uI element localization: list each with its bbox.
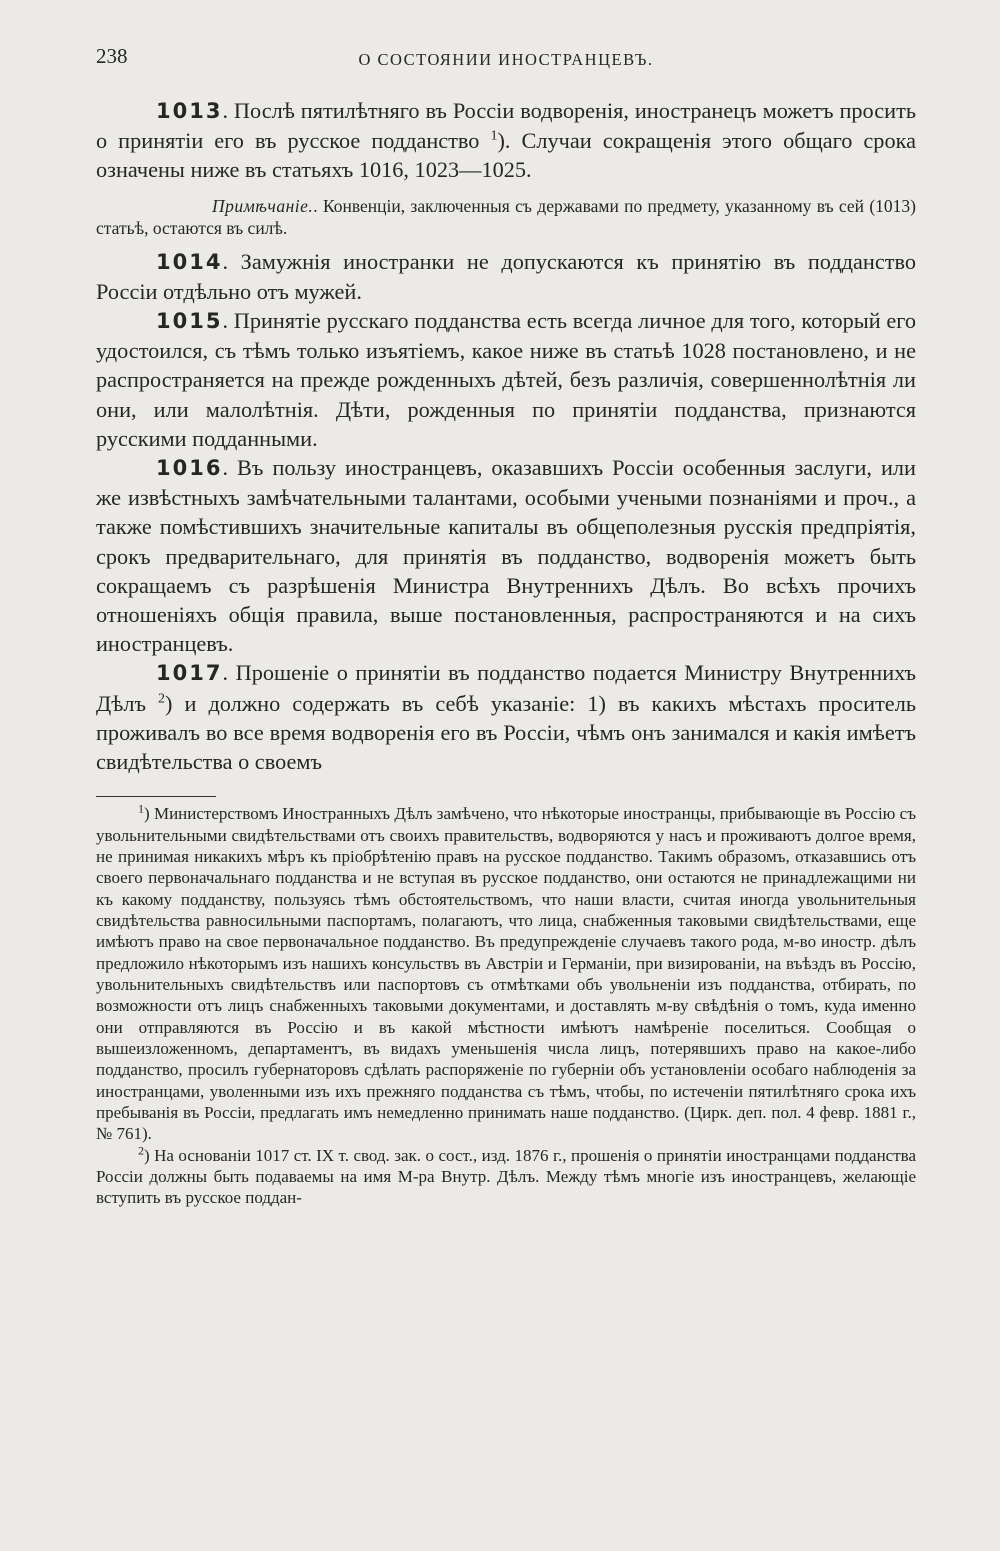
- footnote-divider: [96, 796, 216, 797]
- article-text-continued: ) и должно содержать въ себѣ указаніе: 1) въ какихъ мѣстахъ проситель проживалъ во все время водворенія его въ Россіи, чѣмъ онъ занимался и какія имѣетъ свидѣтельства о своемъ: [96, 690, 917, 775]
- article-number: 1015: [156, 309, 223, 334]
- article-number: 1016: [156, 456, 223, 481]
- article-text: . Прошеніе о принятіи въ подданство подается Министру Внутреннихъ Дѣлъ: [96, 660, 916, 716]
- footnote-text: ) На основаніи 1017 ст. IX т. свод. зак. о сост., изд. 1876 г., прошенія о принятіи иностранцами подданства Россіи должны быть подаваемы на имя М-ра Внутр. Дѣлъ. Между тѣмъ многіе изъ иностранцевъ, желающіе вступить въ русское поддан-: [96, 1145, 916, 1208]
- footnote-text: ) Министерствомъ Иностранныхъ Дѣлъ замѣчено, что нѣкоторые иностранцы, прибывающіе въ Россію съ увольнительными свидѣтельствами отъ своихъ правительствъ, водворяются у насъ и проживаютъ долгое время, не принимая никакихъ мѣръ къ пріобрѣтенію правъ на русское подданство. Такимъ образомъ, отказавшись отъ своего первоначальнаго подданства и не вступая въ русское подданство, они остаются не принадлежащими ни къ какому подданству, пользуясь тѣмъ обстоятельствомъ, что наши власти, считая иногда увольнительныя свидѣтельства равносильными паспортамъ, полагаютъ, что лица, снабженныя таковыми свидѣтельствами, еще имѣютъ право на свое первоначальное подданство. Въ предупрежденіе случаевъ такого рода, м-во иностр. дѣлъ предложило нѣкоторымъ изъ нашихъ консульствъ въ Австріи и Германіи, при визированіи, на въѣздъ въ Россію, увольнительныхъ свидѣтельствъ или паспортовъ съ отмѣтками объ увольненіи изъ подданства, отбирать, по возможности отъ лицъ снабженныхъ таковыми документами, и доставлять м-ву свѣдѣнія о томъ, куда именно они отправляются въ Россію и въ какой мѣстности имѣютъ намѣреніе поселиться. Сообщая о вышеизложенномъ, департаментъ, въ видахъ уменьшенія числа лицъ, потерявшихъ право на какое-либо подданство, просилъ губернаторовъ сдѣлать распоряженіе по губерніи объ установленіи особагo наблюденія за иностранцами, уволенными изъ ихъ прежняго подданства съ тѣмъ, чтобы, по истеченіи пятилѣтняго срока ихъ пребыванія въ Россіи, предлагать имъ немедленно принимать наше подданство. (Цирк. деп. пол. 4 февр. 1881 г., № 761).: [96, 804, 916, 1144]
- footnote-mark: 1: [138, 801, 144, 816]
- page-header: [96, 0, 916, 96]
- article-text: . Въ пользу иностранцевъ, оказавшихъ Россіи особенныя заслуги, или же извѣстныхъ замѣчательными талантами, особыми учеными познаніями и проч., а также помѣстившихъ значительные капиталы въ общеполезныя русскія предпріятія, срокъ предварительнаго, для принятія въ подданство, водворенія можетъ быть сокращаемъ съ разрѣшенія Министра Внутреннихъ Дѣлъ. Во всѣхъ прочихъ отношеніяхъ общія правила, выше постановленныя, распространяются и на сихъ иностранцевъ.: [96, 455, 916, 657]
- page-number: 238: [96, 44, 128, 68]
- note-text: . Конвенціи, заключенныя съ державами по предмету, указанному въ сей (1013) статьѣ, остаются въ силѣ.: [96, 195, 916, 238]
- footnote-ref: 1: [490, 128, 498, 144]
- article-note: [96, 195, 916, 239]
- article-1014: [96, 247, 916, 306]
- article-text: . Замужнія иностранки не допускаются къ принятію въ подданство Россіи отдѣльно отъ мужей.: [96, 248, 916, 304]
- footnote-mark: 2: [138, 1143, 144, 1158]
- footnote-2: [96, 1145, 916, 1209]
- article-1013: [96, 96, 916, 185]
- running-title: О СОСТОЯНИИ ИНОСТРАНЦЕВЪ.: [358, 50, 654, 69]
- article-text: . Принятіе русскаго подданства есть всегда личное для того, который его удостоился, съ тѣмъ только изъятіемъ, какое ниже въ статьѣ 1028 постановлено, и не распространяется на прежде рожденныхъ дѣтей, безъ различія, совершеннолѣтнія ли они, или малолѣтнія. Дѣти, рожденныя по принятіи подданства, признаются русскими подданными.: [96, 308, 916, 451]
- footnotes: [96, 803, 916, 1209]
- article-text: . Послѣ пятилѣтняго въ Россіи водворенія, иностранецъ можетъ просить о принятіи его въ русское подданство: [96, 98, 916, 154]
- article-number: 1013: [156, 99, 223, 123]
- article-text-continued: ). Случаи сокращенія этого общаго срока означены ниже въ статьяхъ 1016, 1023—1025.: [96, 128, 916, 183]
- main-text: [96, 96, 916, 776]
- footnote-ref: 2: [158, 691, 166, 707]
- article-1017: [96, 658, 916, 776]
- article-1015: [96, 306, 916, 453]
- article-number: 1017: [156, 661, 223, 686]
- article-number: 1014: [156, 249, 223, 274]
- note-label: Примѣчаніе.: [212, 195, 314, 216]
- article-1016: [96, 453, 916, 658]
- footnote-1: [96, 803, 916, 1145]
